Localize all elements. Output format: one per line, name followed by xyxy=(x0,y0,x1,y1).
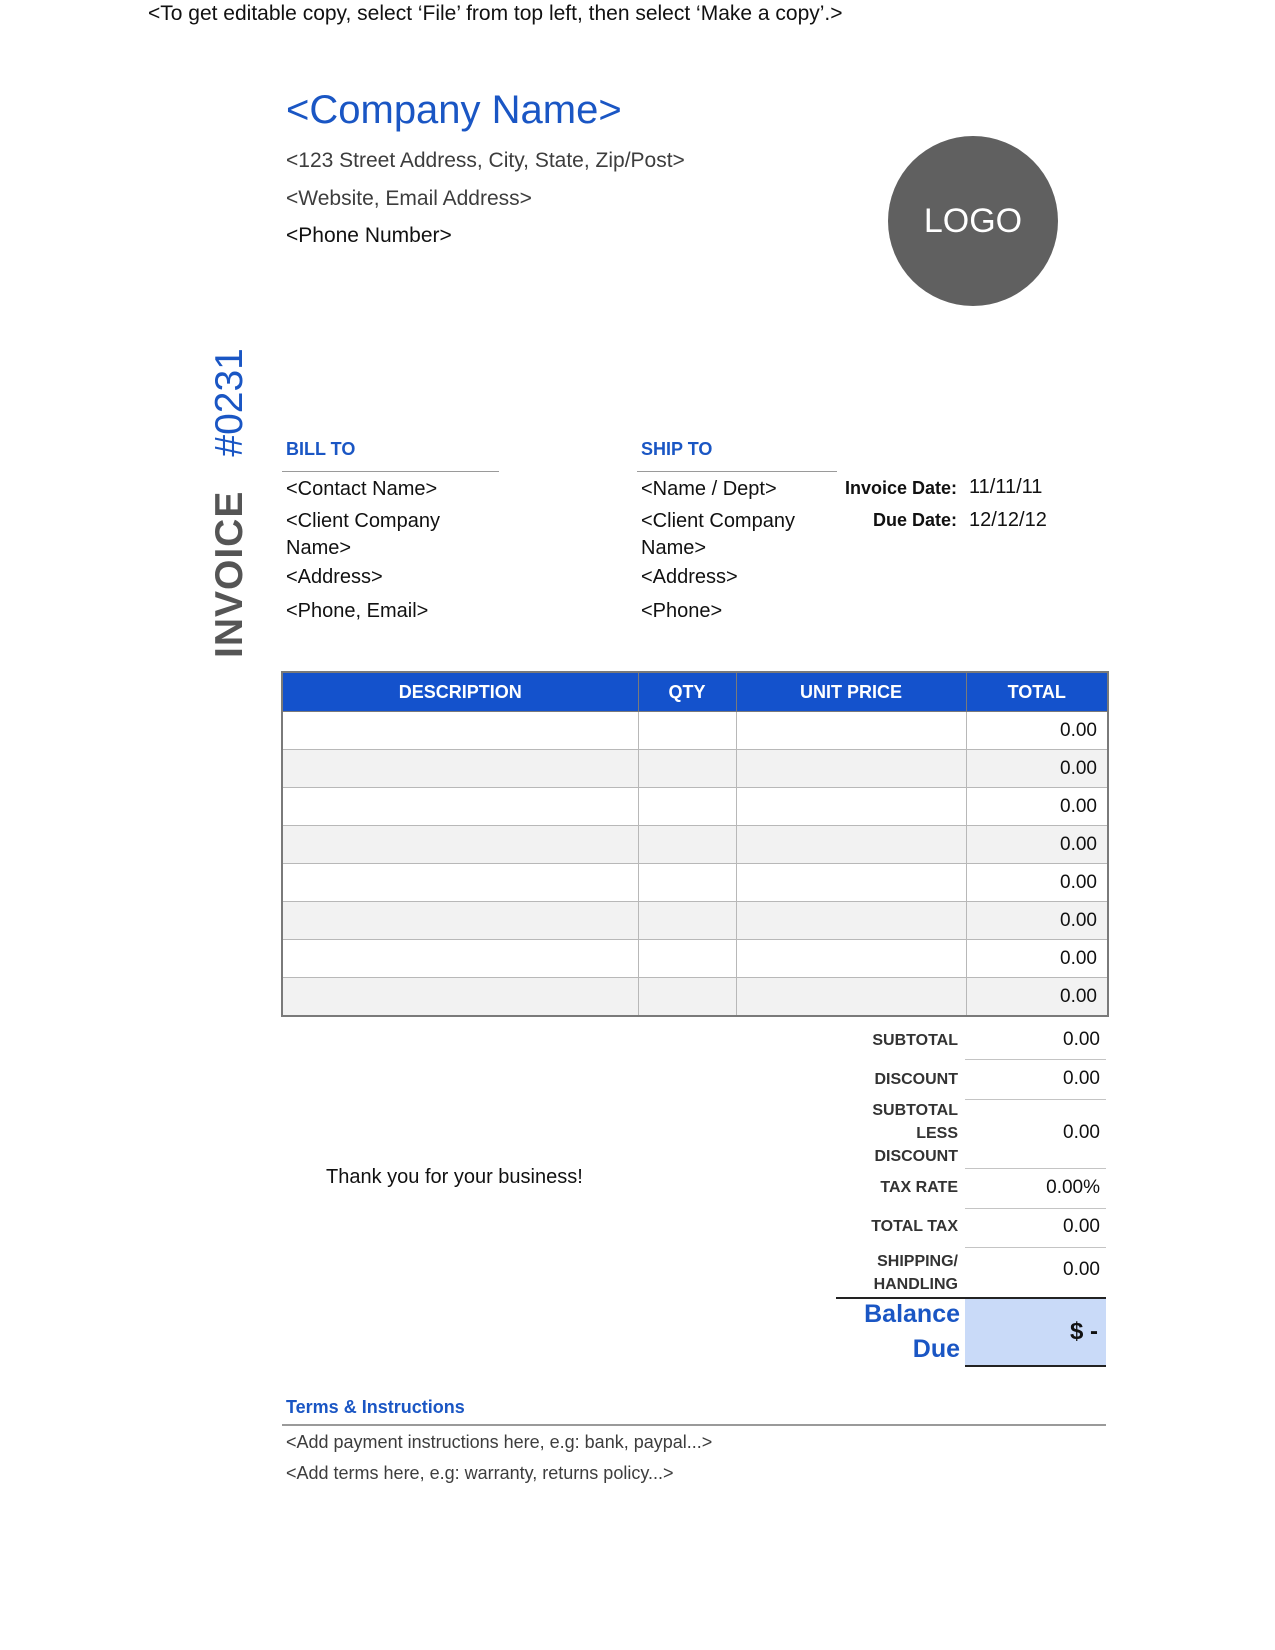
qty-cell[interactable] xyxy=(638,712,736,750)
total-cell: 0.00 xyxy=(966,750,1108,788)
total-cell: 0.00 xyxy=(966,978,1108,1017)
shipping-handling-value[interactable]: 0.00 xyxy=(1063,1259,1100,1280)
invoice-number: #0231 xyxy=(208,348,251,457)
bill-to-heading: BILL TO xyxy=(286,439,356,459)
unit-price-cell[interactable] xyxy=(736,940,966,978)
total-tax-label: TOTAL TAX xyxy=(871,1218,958,1235)
logo-text: LOGO xyxy=(923,201,1023,240)
table-row xyxy=(282,712,1108,750)
shipping-line-1: SHIPPING/ xyxy=(877,1253,958,1270)
unit-price-header: UNIT PRICE xyxy=(736,672,966,712)
invoice-word: INVOICE xyxy=(208,490,251,658)
table-row xyxy=(282,940,1108,978)
tax-rate-divider xyxy=(965,1208,1106,1209)
bill-to-company: <Client Company Name> xyxy=(286,510,440,559)
logo-placeholder xyxy=(888,136,1058,306)
table-row xyxy=(282,864,1108,902)
unit-price-cell[interactable] xyxy=(736,902,966,940)
total-header: TOTAL xyxy=(966,672,1108,712)
ship-to-divider xyxy=(637,471,837,472)
total-cell: 0.00 xyxy=(966,864,1108,902)
description-cell[interactable] xyxy=(282,902,638,940)
table-row xyxy=(282,902,1108,940)
ship-to-address: <Address> xyxy=(641,566,738,588)
payment-instructions: <Add payment instructions here, e.g: bank, paypal...> xyxy=(286,1432,713,1452)
total-tax-value: 0.00 xyxy=(1063,1216,1100,1237)
terms-heading: Terms & Instructions xyxy=(286,1397,465,1417)
description-cell[interactable] xyxy=(282,712,638,750)
subtotal-less-discount-value: 0.00 xyxy=(1063,1122,1100,1143)
company-website-email: <Website, Email Address> xyxy=(286,187,532,210)
qty-cell[interactable] xyxy=(638,940,736,978)
ship-to-phone: <Phone> xyxy=(641,600,723,622)
balance-amount: $ - xyxy=(1069,1318,1098,1345)
balance-line-2: Due xyxy=(912,1335,960,1363)
description-header: DESCRIPTION xyxy=(282,672,638,712)
subtotal-less-line-3: DISCOUNT xyxy=(874,1148,958,1165)
due-date-value: 12/12/12 xyxy=(969,509,1047,531)
subtotal-value: 0.00 xyxy=(1063,1029,1100,1050)
qty-cell[interactable] xyxy=(638,978,736,1017)
tax-rate-value[interactable]: 0.00% xyxy=(1046,1177,1100,1198)
shipping-handling-label xyxy=(808,1250,958,1296)
total-cell: 0.00 xyxy=(966,788,1108,826)
ship-to-heading: SHIP TO xyxy=(641,439,713,459)
qty-cell[interactable] xyxy=(638,788,736,826)
ship-to-company: <Client Company Name> xyxy=(641,510,795,559)
table-row xyxy=(282,750,1108,788)
subtotal-label: SUBTOTAL xyxy=(872,1032,958,1049)
company-address: <123 Street Address, City, State, Zip/Post> xyxy=(286,149,685,172)
qty-cell[interactable] xyxy=(638,750,736,788)
table-row xyxy=(282,788,1108,826)
shipping-line-2: HANDLING xyxy=(873,1276,958,1293)
discount-label: DISCOUNT xyxy=(874,1071,958,1088)
editable-copy-notice: <To get editable copy, select ‘File’ from top left, then select ‘Make a copy’.> xyxy=(148,2,843,25)
total-cell: 0.00 xyxy=(966,940,1108,978)
invoice-date-value: 11/11/11 xyxy=(969,476,1043,498)
discount-value: 0.00 xyxy=(1063,1068,1100,1089)
total-tax-divider xyxy=(965,1247,1106,1248)
bill-to-phone-email: <Phone, Email> xyxy=(286,600,429,622)
subtotal-divider xyxy=(965,1059,1106,1060)
tax-rate-label: TAX RATE xyxy=(880,1179,958,1196)
line-items-table xyxy=(281,671,1109,1017)
qty-cell[interactable] xyxy=(638,864,736,902)
description-cell[interactable] xyxy=(282,978,638,1017)
subtotal-less-divider xyxy=(965,1168,1106,1169)
table-row xyxy=(282,826,1108,864)
description-cell[interactable] xyxy=(282,940,638,978)
unit-price-cell[interactable] xyxy=(736,826,966,864)
total-cell: 0.00 xyxy=(966,826,1108,864)
description-cell[interactable] xyxy=(282,788,638,826)
unit-price-cell[interactable] xyxy=(736,978,966,1017)
description-cell[interactable] xyxy=(282,826,638,864)
terms-divider xyxy=(282,1424,1106,1426)
description-cell[interactable] xyxy=(282,864,638,902)
unit-price-cell[interactable] xyxy=(736,788,966,826)
qty-header: QTY xyxy=(638,672,736,712)
subtotal-less-discount-label xyxy=(808,1099,958,1168)
discount-divider xyxy=(965,1099,1106,1100)
bill-to-address: <Address> xyxy=(286,566,383,588)
invoice-date-label: Invoice Date: xyxy=(844,478,957,498)
thank-you-message: Thank you for your business! xyxy=(326,1166,583,1188)
balance-due-label xyxy=(820,1297,960,1367)
subtotal-less-line-2: LESS xyxy=(916,1125,958,1142)
terms-text: <Add terms here, e.g: warranty, returns policy...> xyxy=(286,1463,674,1483)
unit-price-cell[interactable] xyxy=(736,750,966,788)
unit-price-cell[interactable] xyxy=(736,864,966,902)
subtotal-less-line-1: SUBTOTAL xyxy=(872,1102,958,1119)
table-header-row xyxy=(282,672,1108,712)
qty-cell[interactable] xyxy=(638,902,736,940)
invoice-vertical-title xyxy=(200,338,260,658)
bill-to-divider xyxy=(282,471,499,472)
ship-to-name-dept: <Name / Dept> xyxy=(641,478,777,500)
description-cell[interactable] xyxy=(282,750,638,788)
total-cell: 0.00 xyxy=(966,712,1108,750)
balance-due-value xyxy=(965,1299,1106,1367)
bill-to-contact: <Contact Name> xyxy=(286,478,438,500)
qty-cell[interactable] xyxy=(638,826,736,864)
company-phone: <Phone Number> xyxy=(286,224,452,247)
unit-price-cell[interactable] xyxy=(736,712,966,750)
total-cell: 0.00 xyxy=(966,902,1108,940)
company-name: <Company Name> xyxy=(286,88,622,132)
balance-line-1: Balance xyxy=(864,1300,960,1328)
table-row xyxy=(282,978,1108,1017)
due-date-label: Due Date: xyxy=(872,510,957,530)
